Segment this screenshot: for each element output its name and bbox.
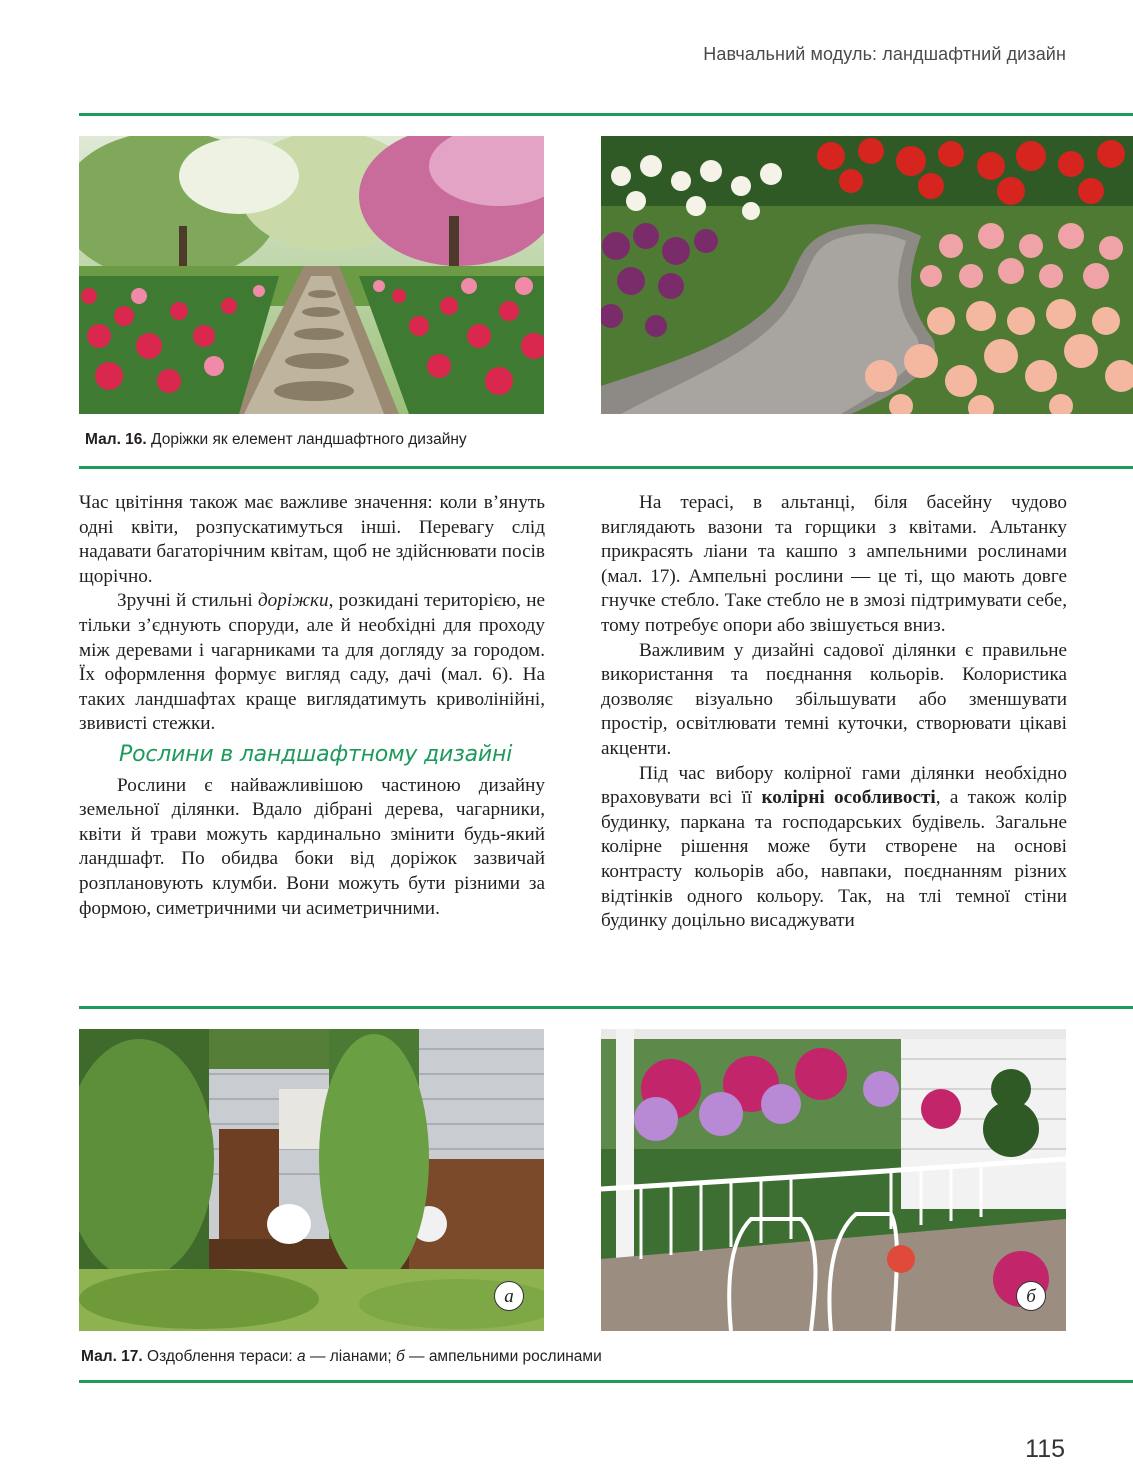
emphasis-paths: доріжки — [257, 590, 329, 612]
flowerbed-path-photo — [601, 136, 1133, 414]
figure-16-label: Мал. 16. — [85, 431, 147, 448]
left-paragraph-2: Зручні й стильні доріжки, розкидані територією, не тільки з’єднують споруди, але й необхідні для проходу між деревами і чагарниками та для догляду за городом. Їх оформлення формує вигляд саду, дачі (мал. 6). На таких ландшафтах краще виглядатимуть криволінійні, звивисті стежки. — [79, 590, 545, 735]
right-paragraph-1: На терасі, в альтанці, біля басейну чудово виглядають вазони та горщики з квітами. Альтанку прикрасять ліани та кашпо з ампельними рослинами (мал. 17). Ампельні рослини — це ті, що мають довге гнучке стебло. Таке стебло не в змозі підтримувати себе, тому потребує опори або звішується вниз. — [601, 492, 1067, 636]
terrace-vines-photo — [79, 1029, 544, 1331]
page-number: 115 — [1025, 1435, 1065, 1463]
tulip-path-photo — [79, 136, 544, 414]
figure-16-rule — [79, 466, 1133, 469]
text-bottom-rule — [79, 1006, 1133, 1009]
figure-17-label: Мал. 17. — [81, 1348, 143, 1365]
terrace-hanging-plants-photo — [601, 1029, 1066, 1331]
figure-17-caption: Мал. 17. Оздоблення тераси: а — ліанами; б — ампельними рослинами — [81, 1348, 602, 1365]
right-paragraph-2: Важливим у дизайні садової ділянки є правильне використання та поєднання кольорів. Колористика дозволяє візуально збільшувати або зменшувати простір, освітлювати темні куточки, створювати цікаві акценти. — [601, 639, 1067, 759]
badge-a: а — [494, 1281, 524, 1311]
bold-color-features: колірні особливості — [761, 787, 936, 809]
header-rule — [79, 113, 1133, 116]
running-header: Навчальний модуль: ландшафтний дизайн — [703, 44, 1066, 64]
figure-16-caption — [85, 431, 467, 449]
figure-16-text: Доріжки як елемент ландшафтного дизайну — [151, 431, 467, 448]
right-paragraph-3: Під час вибору колірної гами ділянки необхідно враховувати всі її колірні особливості, а також колір будинку, паркана та господарських будівель. Загальне колірне рішення може бути створене на основі контрасту кольорів або, навпаки, поєднанням різних відтінків одного кольору. Так, на тлі темної стіни будинку доцільно висаджувати — [601, 762, 1067, 932]
figure-17-rule — [79, 1380, 1133, 1383]
right-column — [601, 491, 1067, 934]
left-column — [79, 491, 545, 921]
left-paragraph-3: Рослини є найважливішою частиною дизайну земельної ділянки. Вдало дібрані дерева, чагарники, квіти й трави можуть кардинально змінити будь-який ландшафт. По обидва боки від доріжок зазвичай розплановують клумби. Вони можуть бути різними за формою, симетричними чи асиметричними. — [79, 774, 545, 919]
badge-b: б — [1016, 1281, 1046, 1311]
left-paragraph-1: Час цвітіння також має важливе значення: коли в’януть одні квіти, розпускатимуться інші. Перевагу слід надавати багаторічним квітам, щоб не здійснювати посів щорічно. — [79, 492, 545, 587]
section-heading: Рослини в ландшафтному дизайні — [119, 741, 513, 767]
